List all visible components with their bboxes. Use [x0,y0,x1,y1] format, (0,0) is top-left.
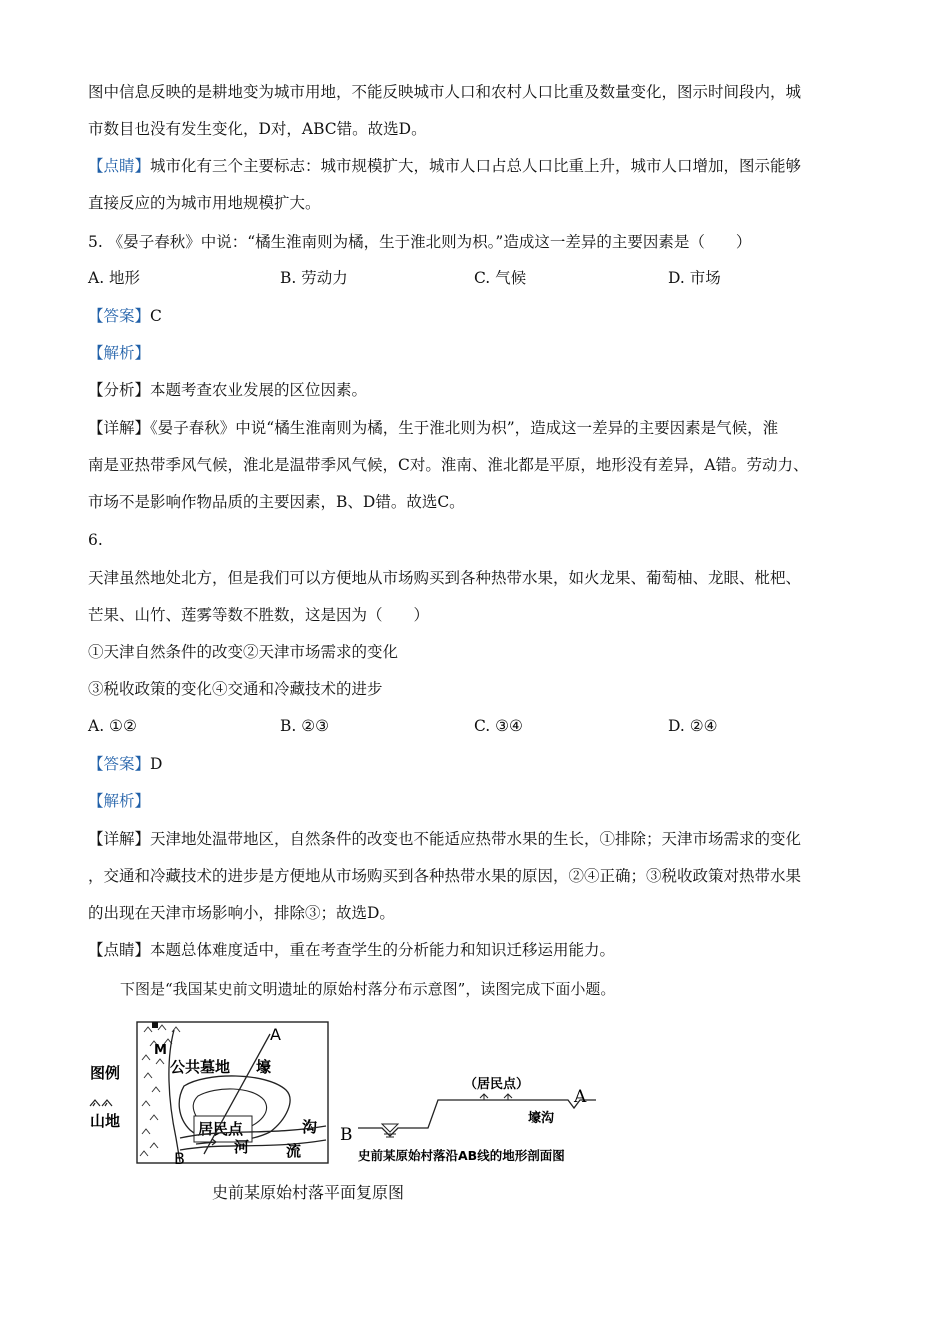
dianjing-text: 城市化有三个主要标志：城市规模扩大，城市人口占总人口比重上升，城市人口增加，图示能够 [150,157,802,175]
q5-fenxi [88,380,367,400]
profile-caption: 史前某原始村落沿AB线的地形剖面图 [358,1148,565,1163]
answer-tag: 【答案】 [88,755,151,773]
label-river: 河 [234,1138,250,1156]
q6-dianjing [88,940,615,960]
dianjing-tag: 【点睛】 [88,157,151,175]
label-b: B [174,1149,185,1166]
q5-stem: 5. 《晏子春秋》中说：“橘生淮南则为橘，生于淮北则为枳。”造成这一差异的主要因素是（ ） [88,233,752,251]
profile-label-a: A [574,1087,587,1107]
fenxi-tag: 【分析】 [88,381,151,399]
house-icon [480,1094,512,1100]
profile-label-settlement: （居民点） [464,1077,530,1092]
q5-xiangjie [88,418,778,438]
dianjing-text: 本题总体难度适中，重在考查学生的分析能力和知识迁移运用能力。 [150,941,616,959]
q5-answer [88,306,162,326]
label-m: M [154,1043,167,1058]
q6-jiexi-tag: 【解析】 [88,792,151,810]
label-gou: 沟 [302,1118,318,1136]
q6-stem: 天津虽然地处北方，但是我们可以方便地从市场购买到各种热带水果，如火龙果、葡萄柚、龙眼、枇杷、 [88,569,802,587]
q5-option-d: D. 市场 [668,269,721,287]
dianjing-tag: 【点睛】 [88,941,151,959]
q6-option-a: A. ①② [88,717,137,735]
q6-xiangjie-line: ，交通和冷藏技术的进步是方便地从市场购买到各种热带水果的原因，②④正确；③税收政策对热带水果 [88,867,802,885]
xiangjie-tag: 【详解】 [88,419,151,437]
q5-option-a: A. 地形 [88,269,141,287]
profile-line [358,1100,596,1136]
label-flow: 流 [286,1142,302,1160]
q6-stem: 芒果、山竹、莲雾等数不胜数，这是因为（ ） [88,606,430,624]
q5-jiexi-tag: 【解析】 [88,344,151,362]
legend-title: 图例 [90,1064,121,1082]
q6-statement: ①天津自然条件的改变②天津市场需求的变化 [88,643,399,661]
label-a: A [270,1025,281,1044]
label-settlement: 居民点 [198,1120,244,1138]
answer-value: D [150,755,163,773]
label-cemetery: 公共墓地 [170,1058,231,1076]
marker-square [152,1022,158,1028]
q6-statement: ③税收政策的变化④交通和冷藏技术的进步 [88,680,383,698]
terrain-profile [338,1070,600,1170]
dianjing-line: 直接反应的为城市用地规模扩大。 [88,194,321,212]
map-caption: 史前某原始村落平面复原图 [212,1183,405,1202]
q5-option-b: B. 劳动力 [280,269,348,287]
q6-option-b: B. ②③ [280,717,330,735]
label-hao: 壕 [256,1058,272,1076]
q5-xiangjie-line: 南是亚热带季风气候，淮北是温带季风气候，C对。淮南、淮北都是平原，地形没有差异，A错。劳动力、 [88,456,809,474]
village-plan-map [136,1020,330,1166]
q6-answer [88,754,162,774]
mountain-icon [90,1100,112,1106]
profile-label-b: B [340,1125,353,1145]
fenxi-text: 本题考查农业发展的区位因素。 [150,381,368,399]
figure-legend [82,1060,142,1140]
q6-xiangjie [88,829,801,849]
answer-tag: 【答案】 [88,307,151,325]
figure-intro: 下图是“我国某史前文明遗址的原始村落分布示意图”，读图完成下面小题。 [120,980,616,998]
answer-value: C [150,307,162,325]
xiangjie-text: 天津地处温带地区，自然条件的改变也不能适应热带水果的生长，①排除；天津市场需求的变化 [150,830,802,848]
q5-xiangjie-line: 市场不是影响作物品质的主要因素，B、D错。故选C。 [88,493,465,511]
profile-label-ditch: 壕沟 [528,1111,555,1126]
para-line: 市数目也没有发生变化，D对，ABC错。故选D。 [88,120,427,138]
para-line: 图中信息反映的是耕地变为城市用地，不能反映城市人口和农村人口比重及数量变化，图示时间段内，城 [88,83,802,101]
q5-option-c: C. 气候 [474,269,527,287]
q6-option-d: D. ②④ [668,717,718,735]
q6-number: 6. [88,531,103,549]
dianjing-line [88,156,801,176]
q6-option-c: C. ③④ [474,717,523,735]
legend-label: 山地 [90,1112,121,1130]
xiangjie-tag: 【详解】 [88,830,151,848]
xiangjie-text: 《晏子春秋》中说“橘生淮南则为橘，生于淮北则为枳”，造成这一差异的主要因素是气候，淮 [150,419,779,437]
q6-xiangjie-line: 的出现在天津市场影响小，排除③；故选D。 [88,904,395,922]
